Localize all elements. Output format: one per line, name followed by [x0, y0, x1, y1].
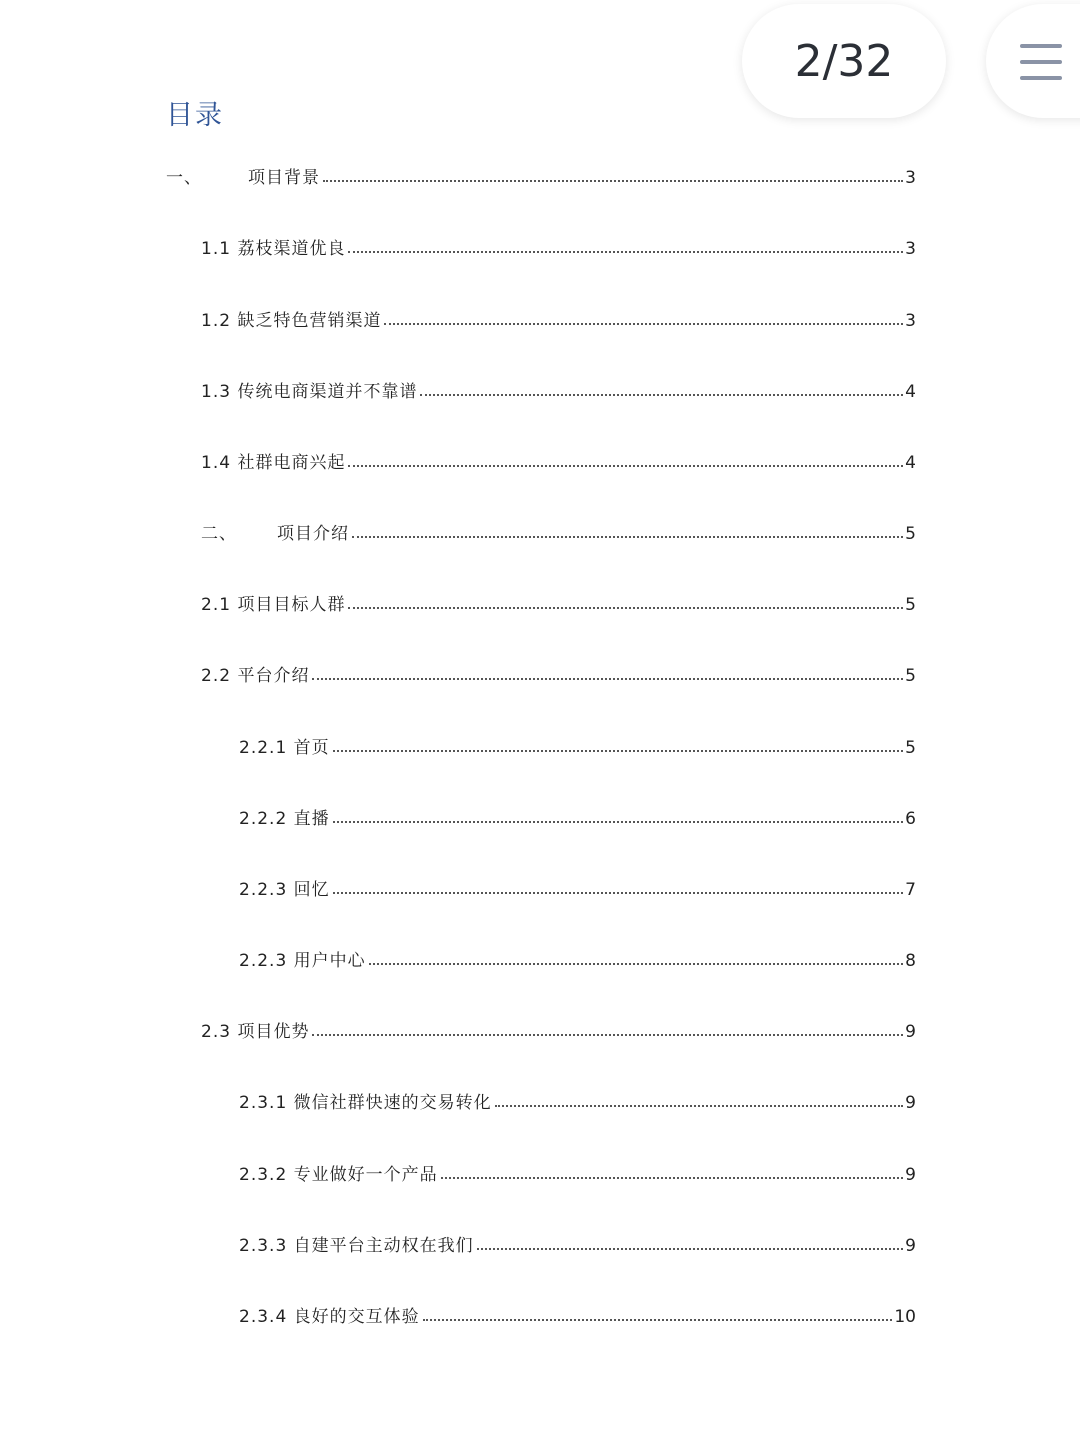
toc-leader-dots — [348, 607, 903, 609]
toc-entry-page: 5 — [905, 595, 916, 615]
toc-entry-number: 2.2.3 — [239, 880, 288, 900]
toc-entry-page: 3 — [905, 311, 916, 331]
toc-leader-dots — [323, 180, 903, 182]
toc-entry-number: 2.1 — [201, 595, 232, 615]
toc-entry-label: 直播 — [293, 809, 330, 829]
toc-entry-number: 1.1 — [201, 239, 232, 259]
toc-entry-label: 自建平台主动权在我们 — [293, 1236, 474, 1256]
toc-entry-page: 5 — [905, 738, 916, 758]
toc-entry-1[interactable] — [166, 158, 916, 188]
toc-leader-dots — [369, 963, 904, 965]
toc-entry-page: 9 — [905, 1022, 916, 1042]
toc-leader-dots — [348, 251, 903, 253]
toc-entry-label: 微信社群快速的交易转化 — [293, 1093, 492, 1113]
toc-entry-number: 2.2.3 — [239, 951, 288, 971]
toc-entry-number: 1.2 — [201, 311, 232, 331]
toc-entry-2-1[interactable] — [201, 585, 916, 615]
toc-entry-label: 用户中心 — [293, 951, 366, 971]
toc-entry-page: 4 — [905, 453, 916, 473]
toc-entry-page: 9 — [905, 1165, 916, 1185]
toc-leader-dots — [420, 394, 903, 396]
toc-entry-page: 9 — [905, 1236, 916, 1256]
toc-leader-dots — [312, 1034, 903, 1036]
toc-entry-2-3-3[interactable] — [239, 1226, 916, 1256]
toc-entry-2-2[interactable] — [201, 656, 916, 686]
toc-entry-label: 传统电商渠道并不靠谱 — [237, 382, 418, 402]
toc-entry-1-3[interactable] — [201, 372, 916, 402]
toc-entry-2[interactable] — [201, 514, 916, 544]
toc-entry-2-2-3-user-center[interactable] — [239, 941, 916, 971]
toc-leader-dots — [423, 1319, 893, 1321]
toc-entry-number: 1.3 — [201, 382, 232, 402]
toc-entry-page: 3 — [905, 239, 916, 259]
toc-leader-dots — [495, 1105, 904, 1107]
toc-entry-2-2-3[interactable] — [239, 870, 916, 900]
toc-entry-1-4[interactable] — [201, 443, 916, 473]
toc-entry-number: 2.2 — [201, 666, 232, 686]
toc-entry-2-2-2[interactable] — [239, 799, 916, 829]
toc-entry-2-3-1[interactable] — [239, 1083, 916, 1113]
toc-entry-number: 2.3.3 — [239, 1236, 288, 1256]
toc-leader-dots — [333, 892, 904, 894]
toc-entry-number: 2.3.1 — [239, 1093, 288, 1113]
toc-entry-number: 二、 — [201, 524, 237, 544]
toc-entry-label: 项目目标人群 — [237, 595, 346, 615]
toc-entry-2-3-4[interactable] — [239, 1297, 916, 1327]
toc-entry-number: 2.3.4 — [239, 1307, 288, 1327]
toc-leader-dots — [333, 821, 904, 823]
toc-entry-label: 缺乏特色营销渠道 — [237, 311, 382, 331]
toc-entry-number: 2.2.2 — [239, 809, 288, 829]
toc-entry-label: 项目背景 — [248, 168, 320, 188]
toc-leader-dots — [441, 1177, 904, 1179]
toc-leader-dots — [352, 536, 903, 538]
toc-entry-number: 2.3 — [201, 1022, 232, 1042]
toc-entry-label: 社群电商兴起 — [237, 453, 346, 473]
toc-leader-dots — [333, 750, 904, 752]
toc-title: 目录 — [166, 100, 224, 131]
toc-entry-2-2-1[interactable] — [239, 728, 916, 758]
toc-entry-page: 3 — [905, 168, 916, 188]
toc-entry-page: 5 — [905, 524, 916, 544]
toc-entry-label: 首页 — [293, 738, 330, 758]
toc-entry-number: 一、 — [166, 168, 202, 188]
toc-entry-label: 荔枝渠道优良 — [237, 239, 346, 259]
toc-entry-page: 6 — [905, 809, 916, 829]
toc-entry-label: 项目优势 — [237, 1022, 310, 1042]
toc-entry-page: 10 — [894, 1307, 916, 1327]
toc-entry-label: 项目介绍 — [277, 524, 349, 544]
toc-entry-2-3-2[interactable] — [239, 1155, 916, 1185]
toc-entry-number: 2.2.1 — [239, 738, 288, 758]
toc-leader-dots — [348, 465, 903, 467]
toc-leader-dots — [477, 1248, 904, 1250]
toc-entry-2-3[interactable] — [201, 1012, 916, 1042]
toc-entry-label: 回忆 — [293, 880, 330, 900]
toc-entry-1-1[interactable] — [201, 229, 916, 259]
toc-entry-page: 8 — [905, 951, 916, 971]
toc-entry-page: 5 — [905, 666, 916, 686]
toc-entry-1-2[interactable] — [201, 301, 916, 331]
toc-entry-label: 专业做好一个产品 — [293, 1165, 438, 1185]
toc-leader-dots — [384, 323, 903, 325]
toc-entry-label: 平台介绍 — [237, 666, 310, 686]
toc-leader-dots — [312, 678, 903, 680]
toc-entry-number: 1.4 — [201, 453, 232, 473]
toc-entry-page: 9 — [905, 1093, 916, 1113]
page-indicator-text: 2/32 — [794, 35, 894, 87]
toc-entry-label: 良好的交互体验 — [293, 1307, 420, 1327]
toc-entry-page: 7 — [905, 880, 916, 900]
toc-entry-number: 2.3.2 — [239, 1165, 288, 1185]
toc-entry-page: 4 — [905, 382, 916, 402]
